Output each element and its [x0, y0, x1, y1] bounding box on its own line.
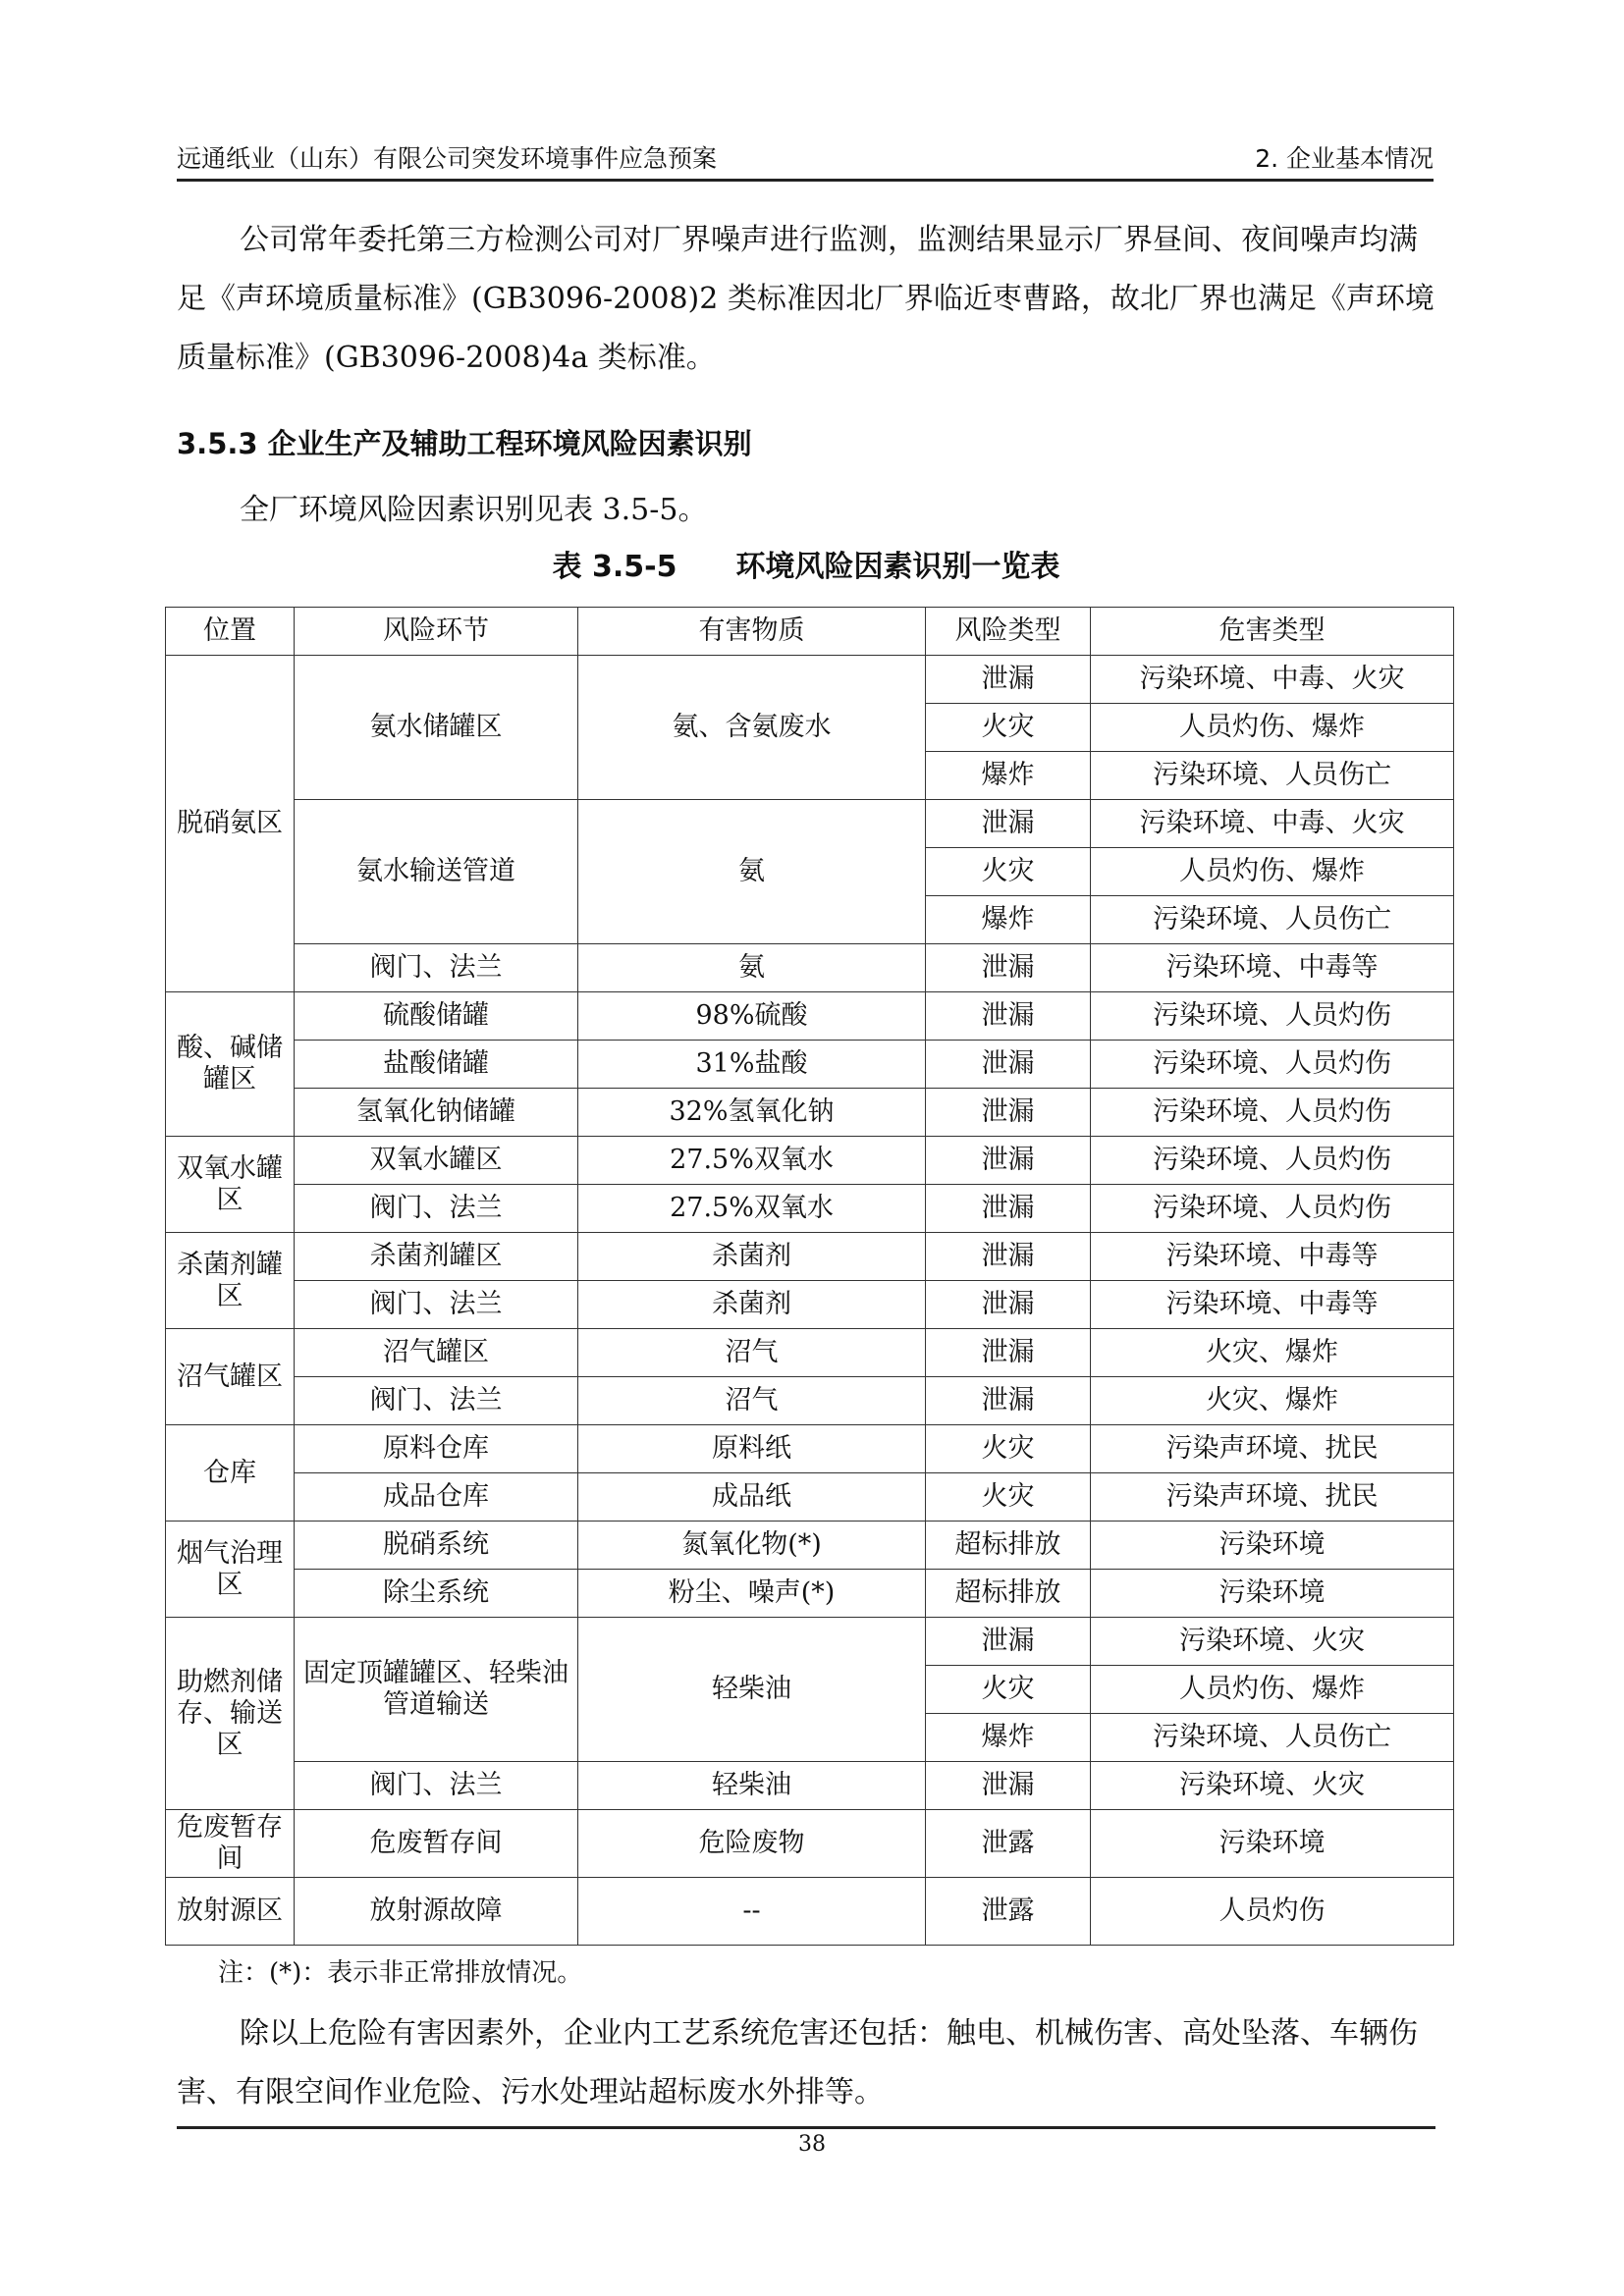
- hazard-type-cell: 污染环境、中毒、火灾: [1091, 800, 1454, 848]
- risk-type-cell: 泄漏: [926, 1377, 1091, 1425]
- table-row: [166, 1473, 1454, 1522]
- risk-link-cell: 双氧水罐区: [295, 1137, 578, 1185]
- location-cell: 危废暂存间: [166, 1810, 295, 1878]
- location-cell: 杀菌剂罐区: [166, 1233, 295, 1329]
- footer-divider: [177, 2126, 1435, 2129]
- risk-type-cell: 火灾: [926, 704, 1091, 752]
- table-row: [166, 1618, 1454, 1666]
- hazard-type-cell: 污染声环境、扰民: [1091, 1473, 1454, 1522]
- hazard-type-cell: 污染声环境、扰民: [1091, 1425, 1454, 1473]
- table-row: [166, 992, 1454, 1041]
- header-chapter-title: 2. 企业基本情况: [1255, 144, 1434, 173]
- hazard-type-cell: 火灾、爆炸: [1091, 1377, 1454, 1425]
- risk-link-cell: 盐酸储罐: [295, 1041, 578, 1089]
- table-row: [166, 1377, 1454, 1425]
- risk-factor-table: [165, 607, 1454, 1946]
- table-row: [166, 1878, 1454, 1946]
- risk-link-cell: 危废暂存间: [295, 1810, 578, 1878]
- location-cell: 酸、碱储罐区: [166, 992, 295, 1137]
- risk-link-cell: 阀门、法兰: [295, 1281, 578, 1329]
- risk-type-cell: 泄漏: [926, 992, 1091, 1041]
- hazard-type-cell: 污染环境、人员伤亡: [1091, 752, 1454, 800]
- noise-monitoring-paragraph: 公司常年委托第三方检测公司对厂界噪声进行监测，监测结果显示厂界昼间、夜间噪声均满足《声环境质量标准》(GB3096-2008)2 类标准因北厂界临近枣曹路，故北厂界也满足《声环境质量标准》(GB3096-2008)4a 类标准。: [177, 223, 1435, 375]
- substance-cell: 32%氢氧化钠: [578, 1089, 926, 1137]
- table-row: [166, 800, 1454, 848]
- table-header-row: [166, 608, 1454, 656]
- substance-cell: 氮氧化物(*): [578, 1522, 926, 1570]
- table-row: [166, 1137, 1454, 1185]
- location-cell: 助燃剂储存、输送区: [166, 1618, 295, 1810]
- risk-type-cell: 泄漏: [926, 800, 1091, 848]
- risk-link-cell: 硫酸储罐: [295, 992, 578, 1041]
- risk-type-cell: 泄漏: [926, 1089, 1091, 1137]
- risk-type-cell: 泄漏: [926, 1329, 1091, 1377]
- substance-cell: 粉尘、噪声(*): [578, 1570, 926, 1618]
- risk-link-cell: 阀门、法兰: [295, 944, 578, 992]
- substance-cell: 杀菌剂: [578, 1233, 926, 1281]
- page-number: 38: [798, 2132, 826, 2157]
- substance-cell: 危险废物: [578, 1810, 926, 1878]
- substance-cell: 沼气: [578, 1377, 926, 1425]
- table-row: [166, 1570, 1454, 1618]
- hazard-type-cell: 火灾、爆炸: [1091, 1329, 1454, 1377]
- substance-cell: 杀菌剂: [578, 1281, 926, 1329]
- risk-type-cell: 泄漏: [926, 1137, 1091, 1185]
- table-row: [166, 944, 1454, 992]
- risk-link-cell: 成品仓库: [295, 1473, 578, 1522]
- risk-link-cell: 原料仓库: [295, 1425, 578, 1473]
- hazard-type-cell: 污染环境、人员伤亡: [1091, 896, 1454, 944]
- substance-cell: 氨: [578, 800, 926, 944]
- risk-link-cell: 沼气罐区: [295, 1329, 578, 1377]
- table-reference-paragraph: 全厂环境风险因素识别见表 3.5-5。: [240, 493, 708, 527]
- risk-link-cell: 阀门、法兰: [295, 1377, 578, 1425]
- risk-type-cell: 超标排放: [926, 1570, 1091, 1618]
- header-risk-link: 风险环节: [295, 608, 578, 656]
- risk-type-cell: 超标排放: [926, 1522, 1091, 1570]
- risk-type-cell: 泄漏: [926, 1041, 1091, 1089]
- hazard-type-cell: 人员灼伤、爆炸: [1091, 704, 1454, 752]
- risk-type-cell: 爆炸: [926, 1714, 1091, 1762]
- table-row: [166, 1185, 1454, 1233]
- table-note: 注：(*)：表示非正常排放情况。: [218, 1958, 583, 1988]
- substance-cell: 氨、含氨废水: [578, 656, 926, 800]
- table-row: [166, 1041, 1454, 1089]
- location-cell: 双氧水罐区: [166, 1137, 295, 1233]
- hazard-type-cell: 污染环境、中毒、火灾: [1091, 656, 1454, 704]
- table-row: [166, 1329, 1454, 1377]
- substance-cell: 氨: [578, 944, 926, 992]
- section-heading: 3.5.3 企业生产及辅助工程环境风险因素识别: [177, 427, 752, 460]
- table-row: [166, 1522, 1454, 1570]
- risk-type-cell: 泄漏: [926, 1281, 1091, 1329]
- hazard-type-cell: 污染环境、火灾: [1091, 1618, 1454, 1666]
- risk-type-cell: 泄漏: [926, 1185, 1091, 1233]
- risk-link-cell: 阀门、法兰: [295, 1185, 578, 1233]
- header-risk-type: 风险类型: [926, 608, 1091, 656]
- risk-type-cell: 爆炸: [926, 896, 1091, 944]
- header-hazard-type: 危害类型: [1091, 608, 1454, 656]
- substance-cell: 轻柴油: [578, 1618, 926, 1762]
- risk-type-cell: 泄漏: [926, 1618, 1091, 1666]
- risk-link-cell: 固定顶罐罐区、轻柴油管道输送: [295, 1618, 578, 1762]
- substance-cell: 轻柴油: [578, 1762, 926, 1810]
- hazard-type-cell: 污染环境、人员灼伤: [1091, 1137, 1454, 1185]
- risk-link-cell: 阀门、法兰: [295, 1762, 578, 1810]
- header-hazardous-substance: 有害物质: [578, 608, 926, 656]
- substance-cell: 27.5%双氧水: [578, 1185, 926, 1233]
- hazard-type-cell: 污染环境: [1091, 1810, 1454, 1878]
- risk-type-cell: 火灾: [926, 1666, 1091, 1714]
- substance-cell: 原料纸: [578, 1425, 926, 1473]
- substance-cell: 沼气: [578, 1329, 926, 1377]
- hazard-type-cell: 污染环境、中毒等: [1091, 1233, 1454, 1281]
- hazard-type-cell: 污染环境、人员伤亡: [1091, 1714, 1454, 1762]
- hazard-type-cell: 污染环境、中毒等: [1091, 1281, 1454, 1329]
- risk-type-cell: 泄漏: [926, 656, 1091, 704]
- header-location: 位置: [166, 608, 295, 656]
- hazard-type-cell: 污染环境、人员灼伤: [1091, 992, 1454, 1041]
- risk-type-cell: 火灾: [926, 1425, 1091, 1473]
- risk-type-cell: 泄漏: [926, 1762, 1091, 1810]
- hazard-type-cell: 人员灼伤、爆炸: [1091, 848, 1454, 896]
- other-hazards-paragraph: 除以上危险有害因素外，企业内工艺系统危害还包括：触电、机械伤害、高处坠落、车辆伤害、有限空间作业危险、污水处理站超标废水外排等。: [177, 2016, 1418, 2109]
- substance-cell: 成品纸: [578, 1473, 926, 1522]
- location-cell: 脱硝氨区: [166, 656, 295, 992]
- substance-cell: 27.5%双氧水: [578, 1137, 926, 1185]
- page-header: [177, 135, 1434, 182]
- risk-link-cell: 氨水输送管道: [295, 800, 578, 944]
- hazard-type-cell: 污染环境、人员灼伤: [1091, 1185, 1454, 1233]
- substance-cell: --: [578, 1878, 926, 1946]
- risk-type-cell: 泄漏: [926, 944, 1091, 992]
- substance-cell: 98%硫酸: [578, 992, 926, 1041]
- hazard-type-cell: 人员灼伤、爆炸: [1091, 1666, 1454, 1714]
- risk-link-cell: 除尘系统: [295, 1570, 578, 1618]
- location-cell: 放射源区: [166, 1878, 295, 1946]
- table-row: [166, 1089, 1454, 1137]
- hazard-type-cell: 人员灼伤: [1091, 1878, 1454, 1946]
- location-cell: 仓库: [166, 1425, 295, 1522]
- hazard-type-cell: 污染环境、火灾: [1091, 1762, 1454, 1810]
- table-row: [166, 1425, 1454, 1473]
- substance-cell: 31%盐酸: [578, 1041, 926, 1089]
- hazard-type-cell: 污染环境: [1091, 1570, 1454, 1618]
- table-row: [166, 1762, 1454, 1810]
- risk-type-cell: 泄漏: [926, 1233, 1091, 1281]
- risk-link-cell: 杀菌剂罐区: [295, 1233, 578, 1281]
- table-row: [166, 1233, 1454, 1281]
- hazard-type-cell: 污染环境: [1091, 1522, 1454, 1570]
- risk-type-cell: 火灾: [926, 848, 1091, 896]
- hazard-type-cell: 污染环境、人员灼伤: [1091, 1089, 1454, 1137]
- risk-link-cell: 氢氧化钠储罐: [295, 1089, 578, 1137]
- risk-link-cell: 脱硝系统: [295, 1522, 578, 1570]
- hazard-type-cell: 污染环境、人员灼伤: [1091, 1041, 1454, 1089]
- risk-type-cell: 泄露: [926, 1878, 1091, 1946]
- table-row: [166, 656, 1454, 704]
- risk-type-cell: 火灾: [926, 1473, 1091, 1522]
- risk-type-cell: 泄露: [926, 1810, 1091, 1878]
- table-row: [166, 1281, 1454, 1329]
- risk-type-cell: 爆炸: [926, 752, 1091, 800]
- hazard-type-cell: 污染环境、中毒等: [1091, 944, 1454, 992]
- location-cell: 烟气治理区: [166, 1522, 295, 1618]
- risk-link-cell: 放射源故障: [295, 1878, 578, 1946]
- table-row: [166, 1810, 1454, 1878]
- location-cell: 沼气罐区: [166, 1329, 295, 1425]
- risk-link-cell: 氨水储罐区: [295, 656, 578, 800]
- header-document-title: 远通纸业（山东）有限公司突发环境事件应急预案: [177, 144, 718, 173]
- table-caption: 表 3.5-5 环境风险因素识别一览表: [552, 550, 1060, 584]
